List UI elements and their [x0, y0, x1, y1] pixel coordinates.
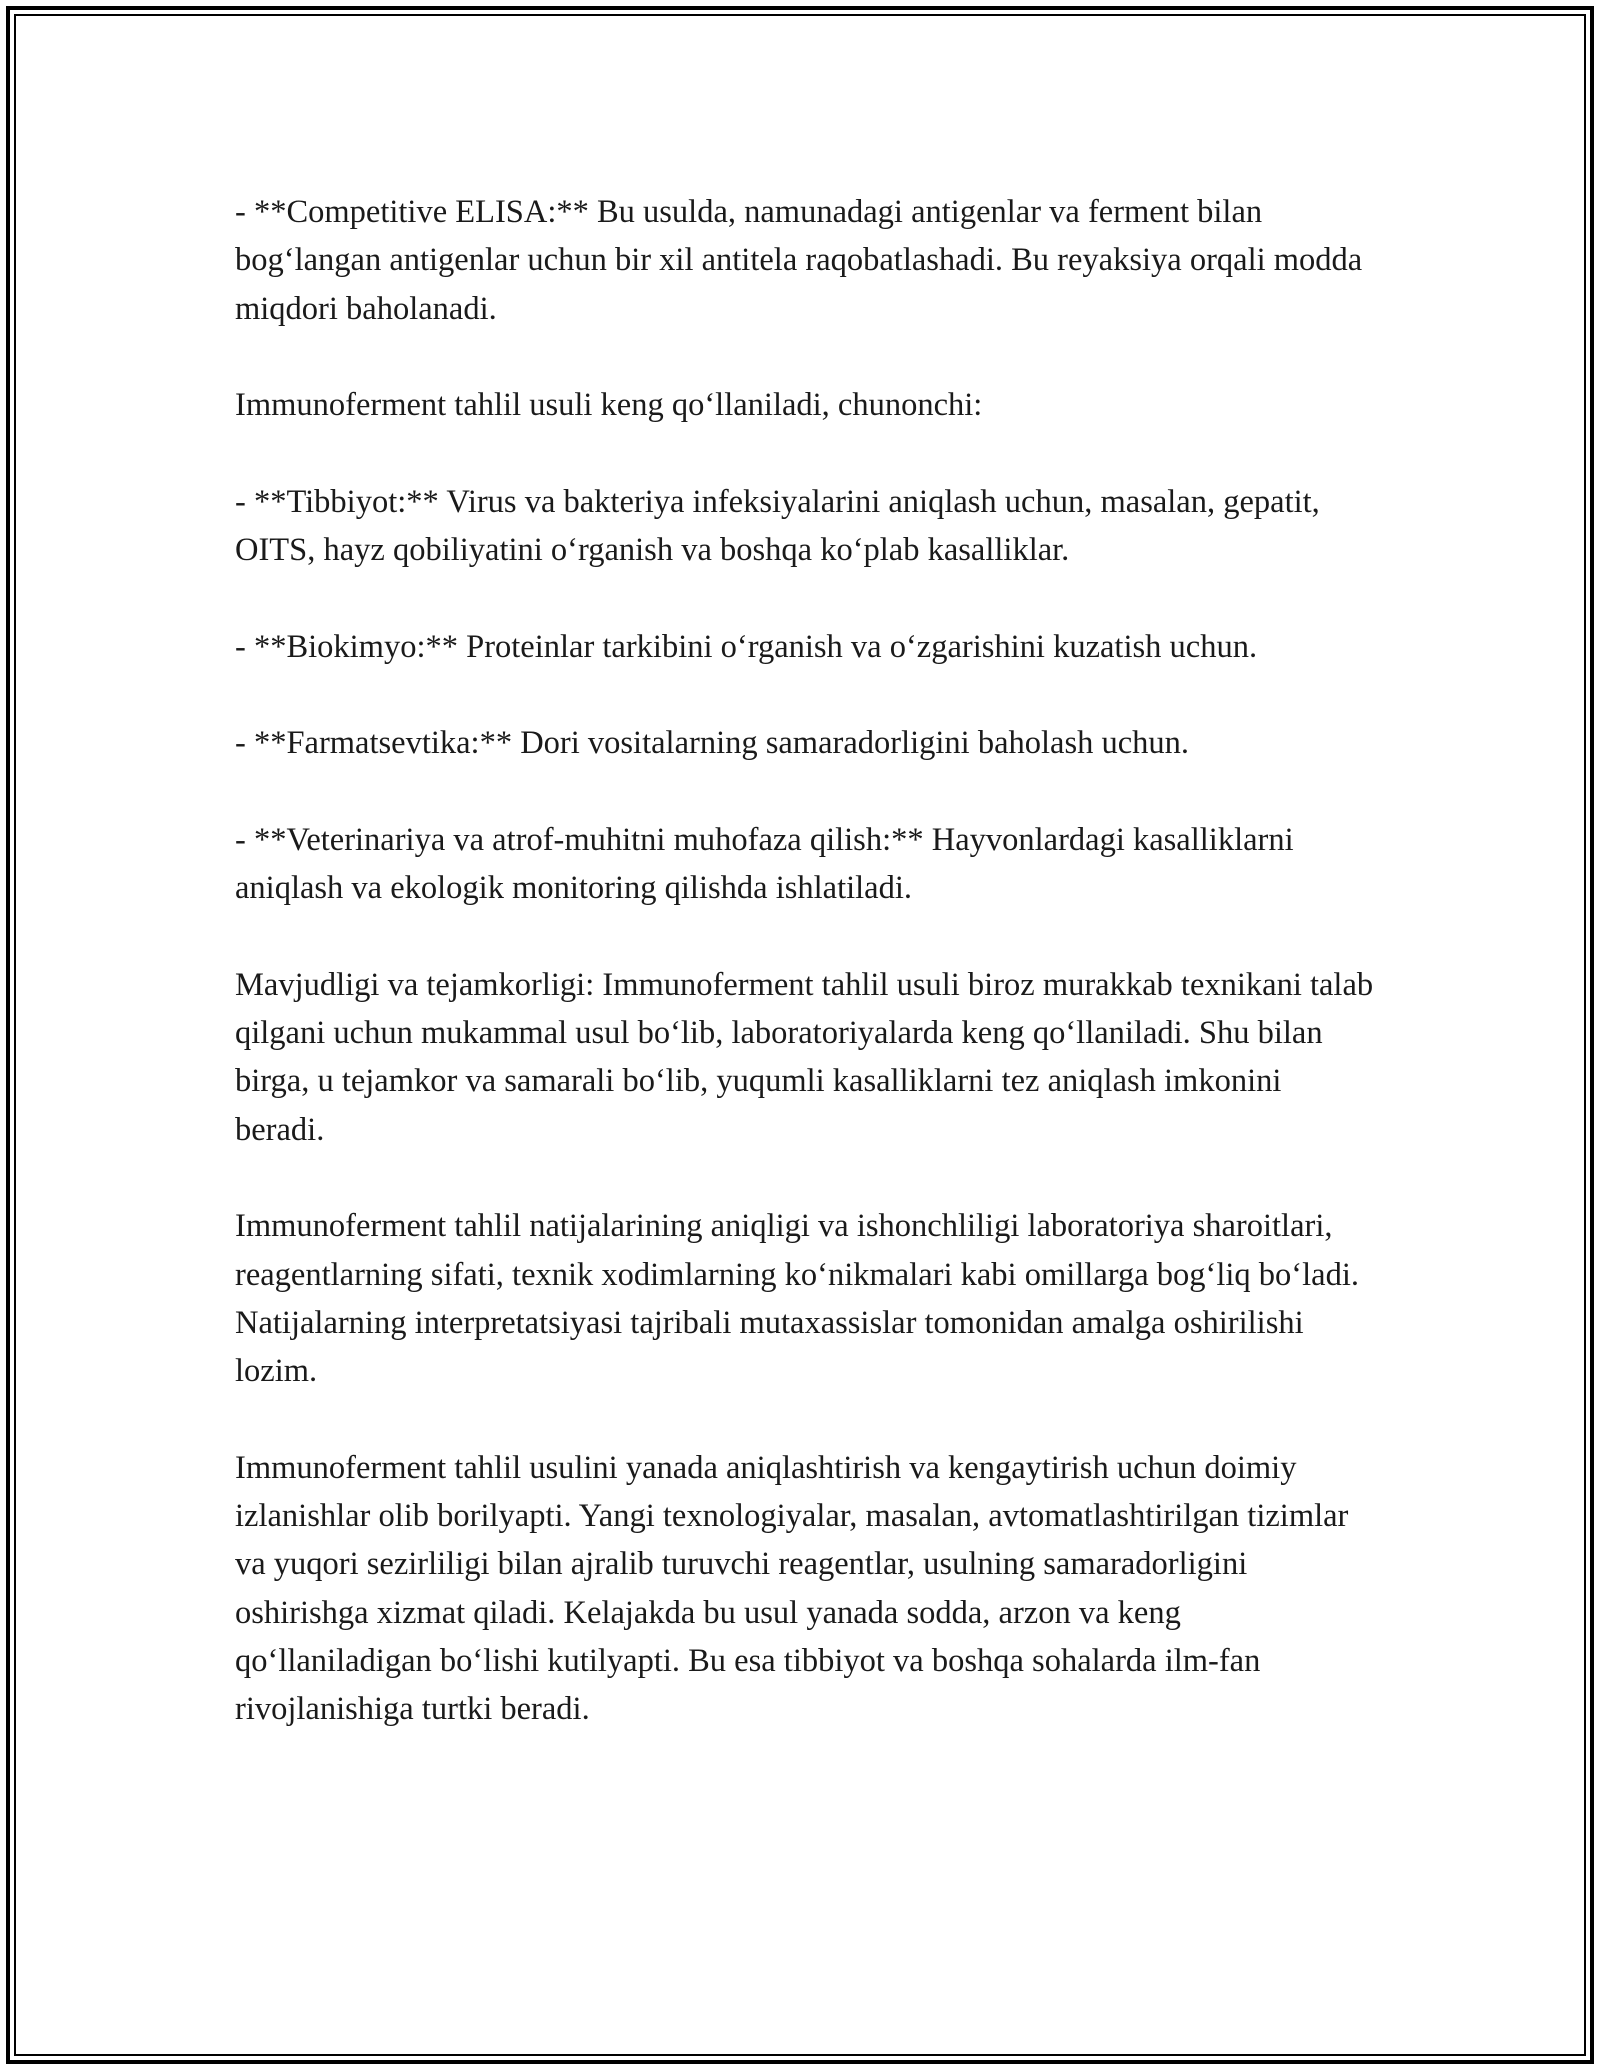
paragraph-medicine: - **Tibbiyot:** Virus va bakteriya infeksiyalarini aniqlash uchun, masalan, gepatit, OITS, hayz qobiliyatini o‘rganish va boshqa ko‘plab kasalliklar. [235, 483, 1320, 569]
paragraph-reliability: Immunoferment tahlil natijalarining aniqligi va ishonchliligi laboratoriya sharoitlari, reagentlarning sifati, texnik xodimlarning ko‘nikmalari kabi omillarga bog‘liq bo‘ladi. Natijalarning interpretatsiyasi tajribali mutaxassislar tomonidan amalga oshirilishi lozim. [235, 1208, 1359, 1390]
paragraph-future: Immunoferment tahlil usulini yanada aniqlashtirish va kengaytirish uchun doimiy izlanishlar olib borilyapti. Yangi texnologiyalar, masalan, avtomatlashtirilgan tizimlar va yuqori sezirliligi bilan ajralib turuvchi reagentlar, usulning samaradorligini oshirishga xizmat qiladi. Kelajakda bu usul yanada sodda, arzon va keng qo‘llaniladigan bo‘lishi kutilyapti. Bu esa tibbiyot va boshqa sohalarda ilm-fan rivojlanishiga turtki beradi. [235, 1449, 1349, 1728]
paragraph-biochemistry: - **Biokimyo:** Proteinlar tarkibini o‘rganish va o‘zgarishini kuzatish uchun. [235, 628, 1258, 665]
paragraph-pharmaceutics: - **Farmatsevtika:** Dori vositalarning samaradorligini baholash uchun. [235, 725, 1190, 762]
paragraph-veterinary: - **Veterinariya va atrof-muhitni muhofaza qilish:** Hayvonlardagi kasalliklarni aniqlash va ekologik monitoring qilishda ishlatiladi. [235, 821, 1294, 907]
paragraph-competitive-elisa: - **Competitive ELISA:** Bu usulda, namunadagi antigenlar va ferment bilan bog‘langan antigenlar uchun bir xil antitela raqobatlashadi. Bu reyaksiya orqali modda miqdori baholanadi. [235, 194, 1363, 327]
paragraph-availability: Mavjudligi va tejamkorligi: Immunoferment tahlil usuli biroz murakkab texnikani talab qilgani uchun mukammal usul bo‘lib, laboratoriyalarda keng qo‘llaniladi. Shu bilan birga, u tejamkor va samarali bo‘lib, yuqumli kasalliklarni tez aniqlash imkonini beradi. [235, 966, 1374, 1148]
paragraph-applications-intro: Immunoferment tahlil usuli keng qo‘llaniladi, chunonchi: [235, 387, 983, 424]
document-body [235, 188, 1375, 1734]
